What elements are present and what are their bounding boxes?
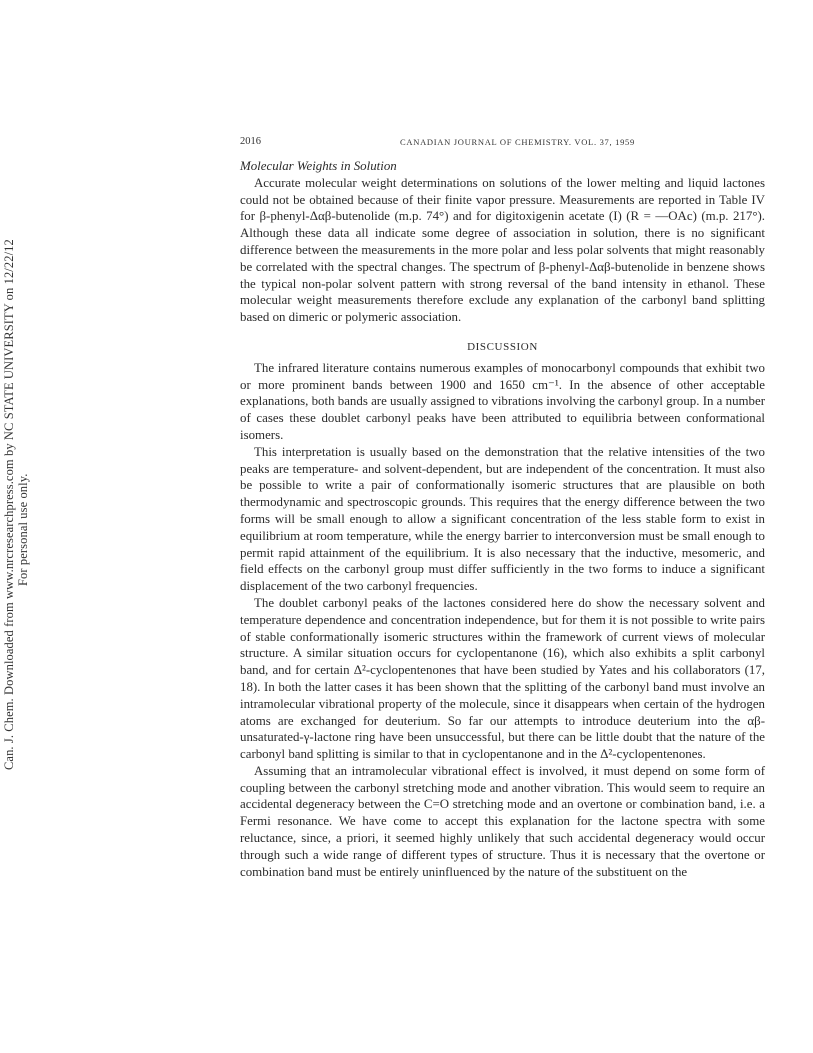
- paragraph: This interpretation is usually based on the demonstration that the relative intensities of the two peaks are temperature- and solvent-dependent, but are independent of the concentration. It must also be possible to write a pair of conformationally isomeric structures that are plausible on both thermodynamic and spectroscopic grounds. This requires that the energy difference between the two forms will be small enough to allow a significant concentration of the less stable form to exist in equilibrium at room temperature, while the energy barrier to interconversion must be small enough to permit rapid attainment of the equilibrium. It is also necessary that the inductive, mesomeric, and field effects on the carbonyl group must differ sufficiently in the two forms to induce a significant displacement of the two carbonyl frequencies.: [240, 444, 765, 594]
- paragraph: Assuming that an intramolecular vibrational effect is involved, it must depend on some form of coupling between the carbonyl stretching mode and another vibration. This would seem to require an accidental degeneracy between the C=O stretching mode and an overtone or combination band, i.e. a Fermi resonance. We have come to accept this explanation for the lactone spectra with some reluctance, since, a priori, it seemed highly unlikely that such accidental degeneracy would occur through such a wide range of different types of structure. Thus it is necessary that the overtone or combination band must be entirely uninfluenced by the nature of the substituent on the: [240, 763, 765, 879]
- paragraph: The doublet carbonyl peaks of the lactones considered here do show the necessary solvent and temperature dependence and concentration independence, but for them it is not possible to write pairs of stable conformationally isomeric structures within the framework of current views of molecular structure. A similar situation occurs for cyclopentanone (16), which also exhibits a split carbonyl band, and for certain Δ²-cyclopentenones that have been studied by Yates and his collaborators (17, 18). In both the latter cases it has been shown that the splitting of the carbonyl band must involve an intramolecular vibrational property of the molecule, since it disappears when certain of the hydrogen atoms are exchanged for deuterium. So far our attempts to introduce deuterium into the αβ-unsaturated-γ-lactone ring have been unsuccessful, but there can be little doubt that the nature of the carbonyl band splitting is similar to that in cyclopentanone and in the Δ²-cyclopentenones.: [240, 595, 765, 762]
- article-body: [240, 158, 765, 880]
- running-title: CANADIAN JOURNAL OF CHEMISTRY. VOL. 37, 1959: [400, 137, 635, 147]
- download-notice: Can. J. Chem. Downloaded from www.nrcresearchpress.com by NC STATE UNIVERSITY on 12/22/12: [2, 239, 16, 770]
- paragraph: The infrared literature contains numerous examples of monocarbonyl compounds that exhibit two or more prominent bands between 1900 and 1650 cm⁻¹. In the absence of other acceptable explanations, both bands are usually assigned to vibrations involving the carbonyl group. In a number of cases these doublet carbonyl peaks have been attributed to equilibria between conformational isomers.: [240, 360, 765, 442]
- paragraph: Accurate molecular weight determinations on solutions of the lower melting and liquid lactones could not be obtained because of their finite vapor pressure. Measurements are reported in Table IV for β-phenyl-Δαβ-butenolide (m.p. 74°) and for digitoxigenin acetate (I) (R = —OAc) (m.p. 217°). Although these data all indicate some degree of association in solution, there is no significant difference between the measurements in the more polar and less polar solvents that might reasonably be correlated with the spectral changes. The spectrum of β-phenyl-Δαβ-butenolide in benzene shows the typical non-polar solvent pattern with strong reversal of the band intensity in ethanol. These molecular weight measurements therefore exclude any explanation of the carbonyl band splitting based on dimeric or polymeric association.: [240, 175, 765, 325]
- download-sidebar: [0, 0, 40, 1053]
- personal-use-notice: For personal use only.: [16, 473, 30, 586]
- page-number: 2016: [240, 136, 261, 147]
- page-header: [240, 136, 765, 150]
- discussion-heading: DISCUSSION: [467, 340, 538, 353]
- section-title: Molecular Weights in Solution: [240, 159, 397, 173]
